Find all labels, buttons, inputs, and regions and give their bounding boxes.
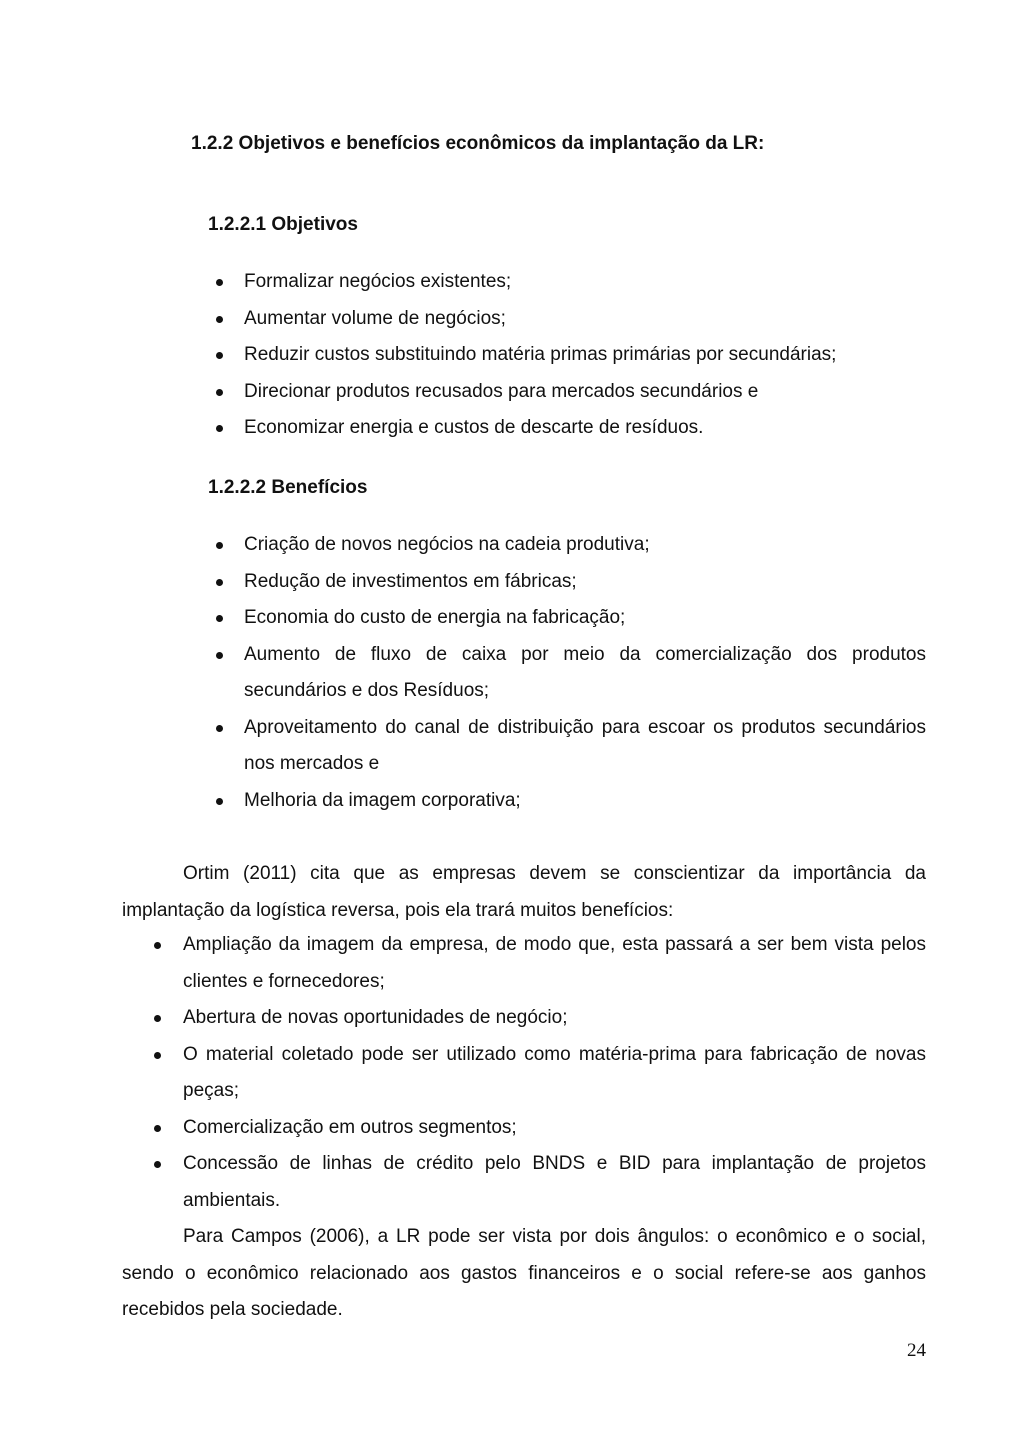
list-item-text: Redução de investimentos em fábricas; [244, 570, 577, 592]
list-item-text: Economia do custo de energia na fabricação; [244, 607, 626, 628]
bullet-icon [154, 1052, 161, 1059]
list-item [183, 1110, 926, 1147]
bullet-icon [216, 798, 223, 805]
bullet-icon [154, 1015, 161, 1022]
bullet-icon [216, 652, 223, 659]
list-item [244, 783, 926, 820]
page-number: 24 [907, 1340, 926, 1361]
list-item-text: Formalizar negócios existentes; [244, 271, 512, 292]
list-item [244, 301, 926, 338]
list-item-text: Direcionar produtos recusados para mercados secundários e [244, 380, 759, 402]
bullet-icon [216, 615, 223, 622]
bullet-icon [216, 316, 223, 323]
objetivos-list [244, 264, 926, 447]
list-item [244, 374, 926, 411]
list-item [244, 337, 926, 374]
list-item [244, 264, 926, 301]
list-item [244, 637, 926, 710]
bullet-icon [154, 942, 161, 949]
campos-paragraph: Para Campos (2006), a LR pode ser vista por dois ângulos: o econômico e o social, sendo o econômico relacionado aos gastos financeiros e o social refere-se aos ganhos recebidos pela sociedade. [122, 1226, 926, 1320]
list-item-text: Economizar energia e custos de descarte de resíduos. [244, 417, 704, 438]
bullet-icon [216, 389, 223, 396]
section-heading-1-2-2: 1.2.2 Objetivos e benefícios econômicos da implantação da LR: [191, 133, 765, 154]
bullet-icon [216, 542, 223, 549]
list-item-text: Abertura de novas oportunidades de negócio; [183, 1007, 568, 1028]
list-item-text: Aproveitamento do canal de distribuição para escoar os produtos secundários nos mercados e [244, 716, 926, 774]
bullet-icon [216, 352, 223, 359]
bullet-icon [216, 579, 223, 586]
list-item-text: Aumentar volume de negócios; [244, 307, 506, 329]
list-item [244, 527, 926, 564]
bullet-icon [216, 279, 223, 286]
list-item [244, 600, 926, 637]
list-item [183, 927, 926, 1000]
bullet-icon [216, 425, 223, 432]
list-item-text: Criação de novos negócios na cadeia produtiva; [244, 534, 650, 555]
list-item [244, 410, 926, 447]
list-item [183, 1000, 926, 1037]
list-item-text: O material coletado pode ser utilizado como matéria-prima para fabricação de novas peças; [183, 1043, 926, 1101]
list-item-text: Melhoria da imagem corporativa; [244, 789, 521, 811]
ortim-paragraph: Ortim (2011) cita que as empresas devem se conscientizar da importância da implantação da logística reversa, pois ela trará muitos benefícios: [122, 863, 926, 921]
list-item [244, 564, 926, 601]
list-item [244, 710, 926, 783]
subsection-heading-objetivos: 1.2.2.1 Objetivos [208, 214, 358, 235]
bullet-icon [154, 1161, 161, 1168]
beneficios-list [244, 527, 926, 819]
bullet-icon [154, 1125, 161, 1132]
bullet-icon [216, 725, 223, 732]
subsection-heading-beneficios: 1.2.2.2 Benefícios [208, 477, 368, 498]
list-item-text: Aumento de fluxo de caixa por meio da comercialização dos produtos secundários e dos Resíduos; [244, 643, 926, 701]
list-item [183, 1146, 926, 1219]
list-item-text: Concessão de linhas de crédito pelo BNDS e BID para implantação de projetos ambientais. [183, 1153, 926, 1211]
list-item [183, 1037, 926, 1110]
list-item-text: Ampliação da imagem da empresa, de modo que, esta passará a ser bem vista pelos clientes e fornecedores; [183, 934, 926, 992]
list-item-text: Reduzir custos substituindo matéria primas primárias por secundárias; [244, 344, 837, 365]
list-item-text: Comercialização em outros segmentos; [183, 1116, 517, 1138]
ortim-benefits-list [183, 927, 926, 1219]
